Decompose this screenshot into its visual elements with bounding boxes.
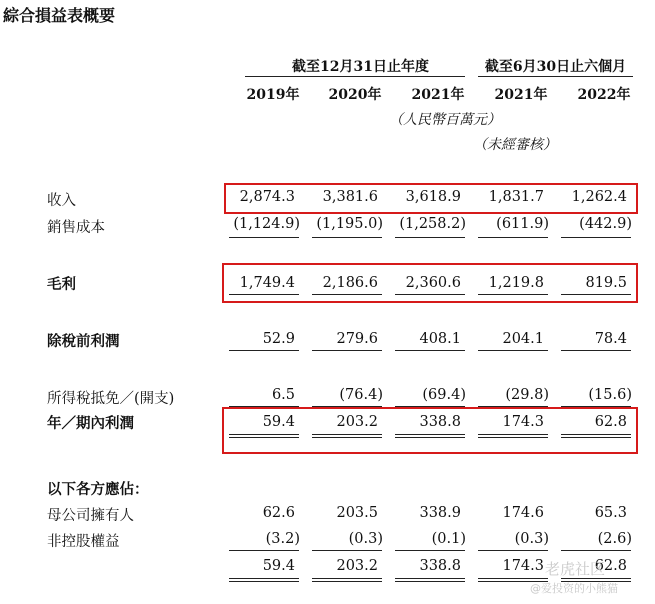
table-cell: (2.6)	[597, 531, 632, 547]
year-header: 2022年	[577, 87, 631, 103]
table-cell: (29.8)	[505, 387, 549, 403]
table-cell: 78.4	[594, 331, 627, 347]
highlight-box	[222, 407, 638, 454]
table-cell: 62.8	[594, 558, 627, 574]
watermark-logo-text: 老虎社区	[545, 560, 606, 578]
row-label-owners-of-parent: 母公司擁有人	[47, 508, 134, 524]
underline	[561, 550, 631, 551]
table-cell: 3,618.9	[405, 189, 461, 205]
year-header: 2021年	[494, 87, 548, 103]
table-cell: 203.2	[336, 414, 378, 430]
double-underline	[312, 578, 382, 582]
table-cell: 1,749.4	[239, 275, 295, 291]
table-cell: (3.2)	[265, 531, 300, 547]
row-label-gross-profit: 毛利	[47, 276, 76, 293]
underline	[395, 350, 465, 351]
table-cell: 338.8	[419, 558, 461, 574]
underline	[312, 237, 382, 238]
underline	[478, 237, 548, 238]
table-cell: 59.4	[262, 558, 295, 574]
table-cell: 62.8	[594, 414, 627, 430]
page-title: 綜合損益表概要	[3, 6, 116, 25]
header-year-end-group: 截至12月31日止年度	[292, 59, 429, 75]
table-cell: (1,195.0)	[316, 216, 383, 232]
double-underline	[229, 578, 299, 582]
table-cell: 408.1	[419, 331, 461, 347]
header-group-rule	[245, 76, 465, 77]
row-label-profit-before-tax: 除稅前利潤	[47, 333, 120, 350]
table-cell: 279.6	[336, 331, 378, 347]
table-cell: 819.5	[585, 275, 627, 291]
underline	[229, 237, 299, 238]
year-header: 2021年	[411, 87, 465, 103]
highlight-box	[222, 263, 638, 303]
table-cell: (0.1)	[431, 531, 466, 547]
underline	[312, 350, 382, 351]
table-cell: (1,124.9)	[233, 216, 300, 232]
table-cell: 338.8	[419, 414, 461, 430]
row-label-income-tax: 所得稅抵免／(開支)	[47, 391, 175, 407]
currency-note: （人民幣百萬元）	[389, 112, 501, 128]
table-cell: 3,381.6	[322, 189, 378, 205]
underline	[312, 550, 382, 551]
table-cell: 65.3	[594, 505, 627, 521]
table-cell: (611.9)	[496, 216, 549, 232]
underline	[229, 550, 299, 551]
double-underline	[395, 578, 465, 582]
table-cell: 204.1	[502, 331, 544, 347]
row-label-non-controlling-interests: 非控股權益	[47, 534, 120, 550]
table-cell: 1,219.8	[488, 275, 544, 291]
table-cell: 6.5	[271, 387, 295, 403]
table-cell: (442.9)	[579, 216, 632, 232]
table-cell: (0.3)	[514, 531, 549, 547]
table-cell: (15.6)	[588, 387, 632, 403]
table-cell: 2,874.3	[239, 189, 295, 205]
table-cell: 2,360.6	[405, 275, 461, 291]
table-cell: 52.9	[262, 331, 295, 347]
underline	[561, 237, 631, 238]
table-cell: (69.4)	[422, 387, 466, 403]
table-cell: 59.4	[262, 414, 295, 430]
underline	[478, 350, 548, 351]
header-group-rule	[478, 76, 633, 77]
year-header: 2019年	[246, 87, 300, 103]
underline	[395, 550, 465, 551]
table-cell: 338.9	[419, 505, 461, 521]
table-cell: (76.4)	[339, 387, 383, 403]
table-cell: 62.6	[262, 505, 295, 521]
underline	[395, 237, 465, 238]
underline	[561, 350, 631, 351]
table-cell: 203.2	[336, 558, 378, 574]
table-cell: 174.3	[502, 558, 544, 574]
highlight-box	[224, 183, 638, 214]
table-cell: 1,262.4	[571, 189, 627, 205]
row-label-profit-for-period: 年／期內利潤	[47, 415, 134, 432]
row-label-attributable-to: 以下各方應佔：	[47, 481, 149, 498]
watermark-handle: @爱投资的小熊猫	[530, 582, 618, 595]
table-cell: 1,831.7	[488, 189, 544, 205]
unaudited-note: （未經審核）	[473, 137, 557, 153]
header-half-year-group: 截至6月30日止六個月	[484, 59, 627, 75]
underline	[478, 550, 548, 551]
row-label-revenue: 收入	[47, 193, 76, 209]
table-cell: 174.6	[502, 505, 544, 521]
underline	[229, 350, 299, 351]
table-cell: 2,186.6	[322, 275, 378, 291]
table-cell: (0.3)	[348, 531, 383, 547]
table-cell: (1,258.2)	[399, 216, 466, 232]
table-cell: 174.3	[502, 414, 544, 430]
table-cell: 203.5	[336, 505, 378, 521]
year-header: 2020年	[328, 87, 382, 103]
row-label-cost-of-sales: 銷售成本	[47, 220, 105, 236]
